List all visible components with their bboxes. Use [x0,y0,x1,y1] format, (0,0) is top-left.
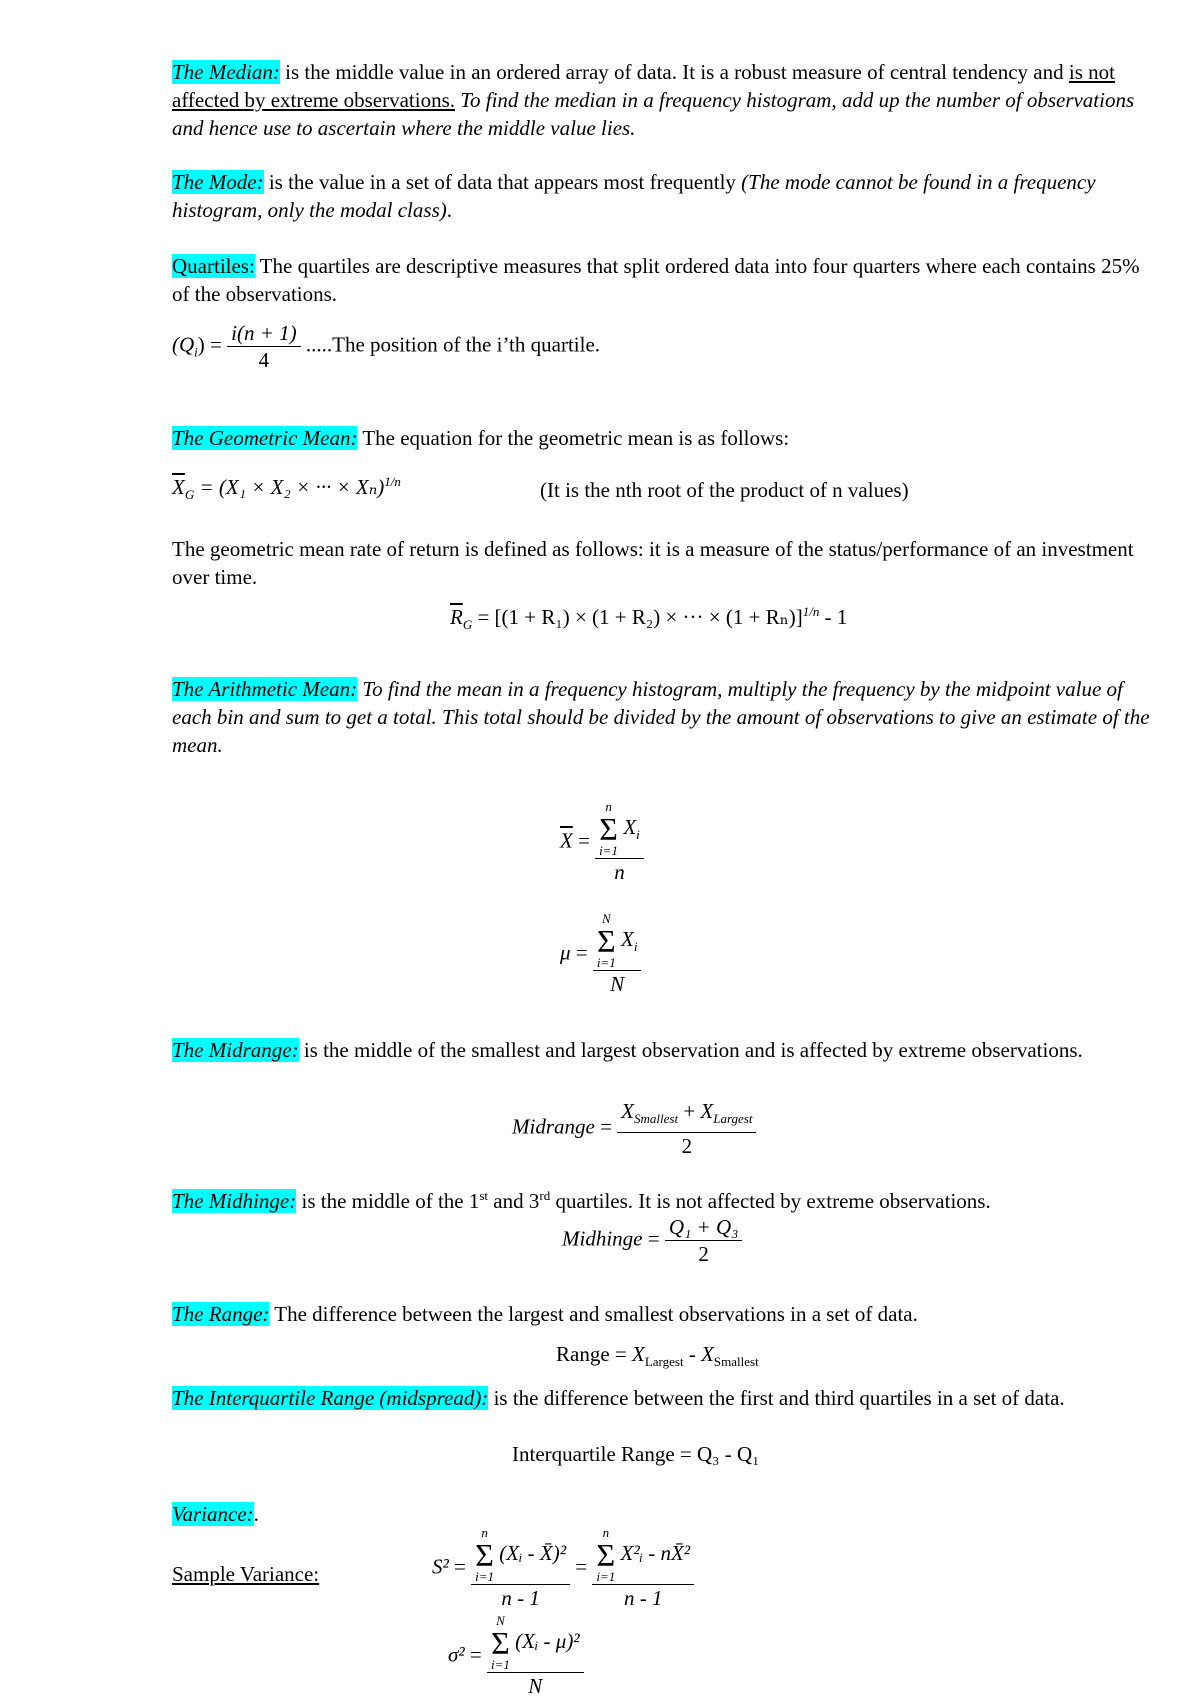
geometric-note: (It is the nth root of the product of n values) [540,478,909,502]
eq-lhs: (Q [172,332,195,357]
sum-lower: i=1 [596,1569,616,1584]
term-a: X [621,1099,634,1123]
eq-end: - 1 [819,605,848,629]
range-paragraph [172,1300,1152,1328]
eq-lhs: σ² [448,1642,465,1667]
term-b-sub: Smallest [713,1354,759,1370]
plus: + [678,1099,701,1123]
sum-upper: N [496,1613,505,1628]
iqr-paragraph [172,1384,1152,1412]
sum-sign: Σ [596,1537,616,1573]
sum-sign: Σ [475,1537,494,1573]
fraction [487,1614,584,1699]
eq-lhs-sub: G [462,617,473,633]
sample-variance-equation: S² = n Σ i=1 (Xᵢ - X̄)² n - 1 = n Σ i=1 X²ᵢ - nX̄² n - 1 [432,1526,694,1611]
mode-italic-text: (The mode cannot be found in a frequency histogram, only the modal class) [172,170,1096,222]
denominator: N [610,972,625,996]
eq-rhs: = (X₁ × X₂ × ··· × Xₙ) [194,475,385,499]
eq-lhs-sub: i [194,344,198,360]
mode-paragraph [172,168,1152,224]
midhinge-equation: Midhinge = $\frac{\text{Q₁ + Q₃}}{2}$ [562,1214,742,1267]
eq-sup: 1/n [802,604,820,619]
numerator [471,1526,570,1585]
sum-sign: Σ [491,1625,510,1661]
term-b: X [700,1099,714,1123]
eq-sup: 1/n [384,474,401,489]
summation [599,800,618,858]
term-b-sub: Largest [713,1111,753,1127]
population-variance-equation: σ² = N Σ i=1 (Xᵢ - μ)² N [448,1614,584,1699]
sum-lower: i=1 [599,843,619,858]
geometric-mean-equation [172,474,401,503]
denominator: n - 1 [501,1586,540,1610]
denominator: N [528,1674,543,1698]
midrange-paragraph [172,1036,1152,1064]
midrange-heading: The Midrange: [172,1038,299,1062]
term-a-sub: Smallest [634,1111,679,1127]
fraction [665,1214,743,1267]
sum-sign: Σ [597,923,616,959]
geometric-text: The equation for the geometric mean is as follows: [357,426,790,450]
term-a-sub: Largest [644,1354,684,1370]
sum-upper: n [481,1525,488,1540]
fraction [227,320,301,373]
eq-lhs-end: ) = [197,332,222,357]
eq-lhs: $\overline{X}$ [172,475,185,499]
variance-text: . [253,1502,259,1526]
eq-lhs: S² [432,1554,449,1579]
sum-lower: i=1 [596,955,616,970]
eq-lhs-sub: G [184,487,195,503]
arithmetic-text: To find the mean in a frequency histogram, multiply the frequency by the midpoint value of each bin and sum to get a total. This total should be divided by the amount of observations to give an estimate of the mean. [172,677,1150,757]
sum-upper: N [602,911,611,926]
fraction [593,912,642,997]
midrange-text: is the middle of the smallest and largest observation and is affected by extreme observations. [298,1038,1083,1062]
minus: - [683,1342,702,1366]
geometric-heading: The Geometric Mean: [172,426,358,450]
arithmetic-paragraph [172,675,1152,759]
sum-term: X [621,926,634,951]
numerator: i(n + 1) [227,320,301,347]
quartiles-heading: Quartiles: [172,254,255,278]
sample-mean-equation: $\overline{X}$ = n Σ i=1 $X_i$ n [560,800,644,885]
midhinge-text-2: and 3 [488,1189,540,1213]
term-b: X [701,1342,714,1366]
median-italic-text: To find the median in a frequency histogram, add up the number of observations and hence use to ascertain where the middle value lies. [172,88,1135,140]
sum-term: X [623,814,637,839]
mode-end: . [446,198,452,222]
numerator [593,912,642,971]
variance-heading: Variance: [172,1502,254,1526]
numerator: Q₁ + Q₃ [665,1214,743,1241]
quartile-note: .....The position of the i’th quartile. [305,332,601,357]
midrange-equation: Midrange = $\frac{X_{Smallest} + X_{Largest}}{2}$ [512,1098,756,1159]
sample-variance-label [172,1560,372,1588]
sum-lower: i=1 [475,1569,495,1584]
sum-term: (Xᵢ - μ)² [515,1628,580,1653]
iqr-text: is the difference between the first and third quartiles in a set of data. [488,1386,1065,1410]
midhinge-paragraph [172,1182,1152,1215]
summation [596,1526,615,1584]
eq-lhs: Midrange [512,1114,595,1139]
fraction [617,1098,756,1159]
variance-paragraph [172,1500,1152,1528]
range-text: The difference between the largest and smallest observations in a set of data. [269,1302,918,1326]
mode-heading: The Mode: [172,170,264,194]
median-underlined-text: is not affected by extreme observations. [172,60,1115,112]
quartile-position-equation [172,320,600,373]
sum-sign: Σ [599,811,618,847]
sum-upper: n [602,1525,610,1540]
quartiles-paragraph [172,252,1152,308]
eq-lhs: Range = [556,1342,632,1366]
summation [491,1614,510,1672]
numerator [487,1614,584,1673]
midhinge-heading: The Midhinge: [172,1189,297,1213]
sum-term: X²ᵢ - nX̄² [620,1540,691,1565]
median-heading: The Median: [172,60,280,84]
sample-variance-text: Sample Variance: [172,1562,320,1586]
sum-upper: n [605,799,612,814]
iqr-equation: Interquartile Range = Q₃ - Q₁ [512,1442,760,1466]
eq-lhs: μ [560,940,571,965]
midhinge-text-1: is the middle of the 1 [296,1189,480,1213]
median-paragraph [172,58,1152,142]
summation [597,912,616,970]
geometric-paragraph [172,424,1152,452]
fraction-2 [592,1526,694,1611]
eq-lhs: $\overline{X}$ [560,828,573,853]
rate-of-return-text: The geometric mean rate of return is defined as follows: it is a measure of the status/performance of an investment over time. [172,537,1134,589]
denominator: 2 [681,1134,693,1159]
eq-lhs: $\overline{R}$ [450,605,463,629]
midhinge-sup-2: rd [539,1188,551,1203]
mode-text: is the value in a set of data that appears most frequently [263,170,742,194]
iqr-heading: The Interquartile Range (midspread): [172,1386,489,1410]
fraction-1 [471,1526,570,1611]
geometric-rate-equation [450,604,847,633]
eq-lhs: Midhinge [562,1226,643,1251]
sum-lower: i=1 [491,1657,510,1672]
range-equation [556,1342,759,1370]
eq-rhs: = [(1 + R₁) × (1 + R₂) × ··· × (1 + Rₙ)] [472,605,803,629]
denominator: n - 1 [623,1586,663,1610]
denominator: 2 [698,1242,709,1266]
midhinge-sup-1: st [479,1188,489,1203]
range-heading: The Range: [172,1302,270,1326]
denominator: n [614,860,625,884]
summation [475,1526,494,1584]
numerator [592,1526,694,1585]
arithmetic-heading: The Arithmetic Mean: [172,677,358,701]
midhinge-text-3: quartiles. It is not affected by extreme observations. [550,1189,991,1213]
numerator [617,1098,756,1133]
sum-term-sub: i [633,939,638,954]
population-mean-equation: μ = N Σ i=1 $X_i$ N [560,912,641,997]
quartiles-text: The quartiles are descriptive measures that split ordered data into four quarters where each contains 25% of the observations. [172,254,1140,306]
denominator: 4 [258,348,270,372]
numerator [595,800,644,859]
median-text: is the middle value in an ordered array of data. It is a robust measure of central tendency and [279,60,1069,84]
sum-term: (Xᵢ - X̄)² [499,1540,567,1565]
sum-term-sub: i [636,827,640,842]
fraction [595,800,644,885]
term-a: X [632,1342,645,1366]
